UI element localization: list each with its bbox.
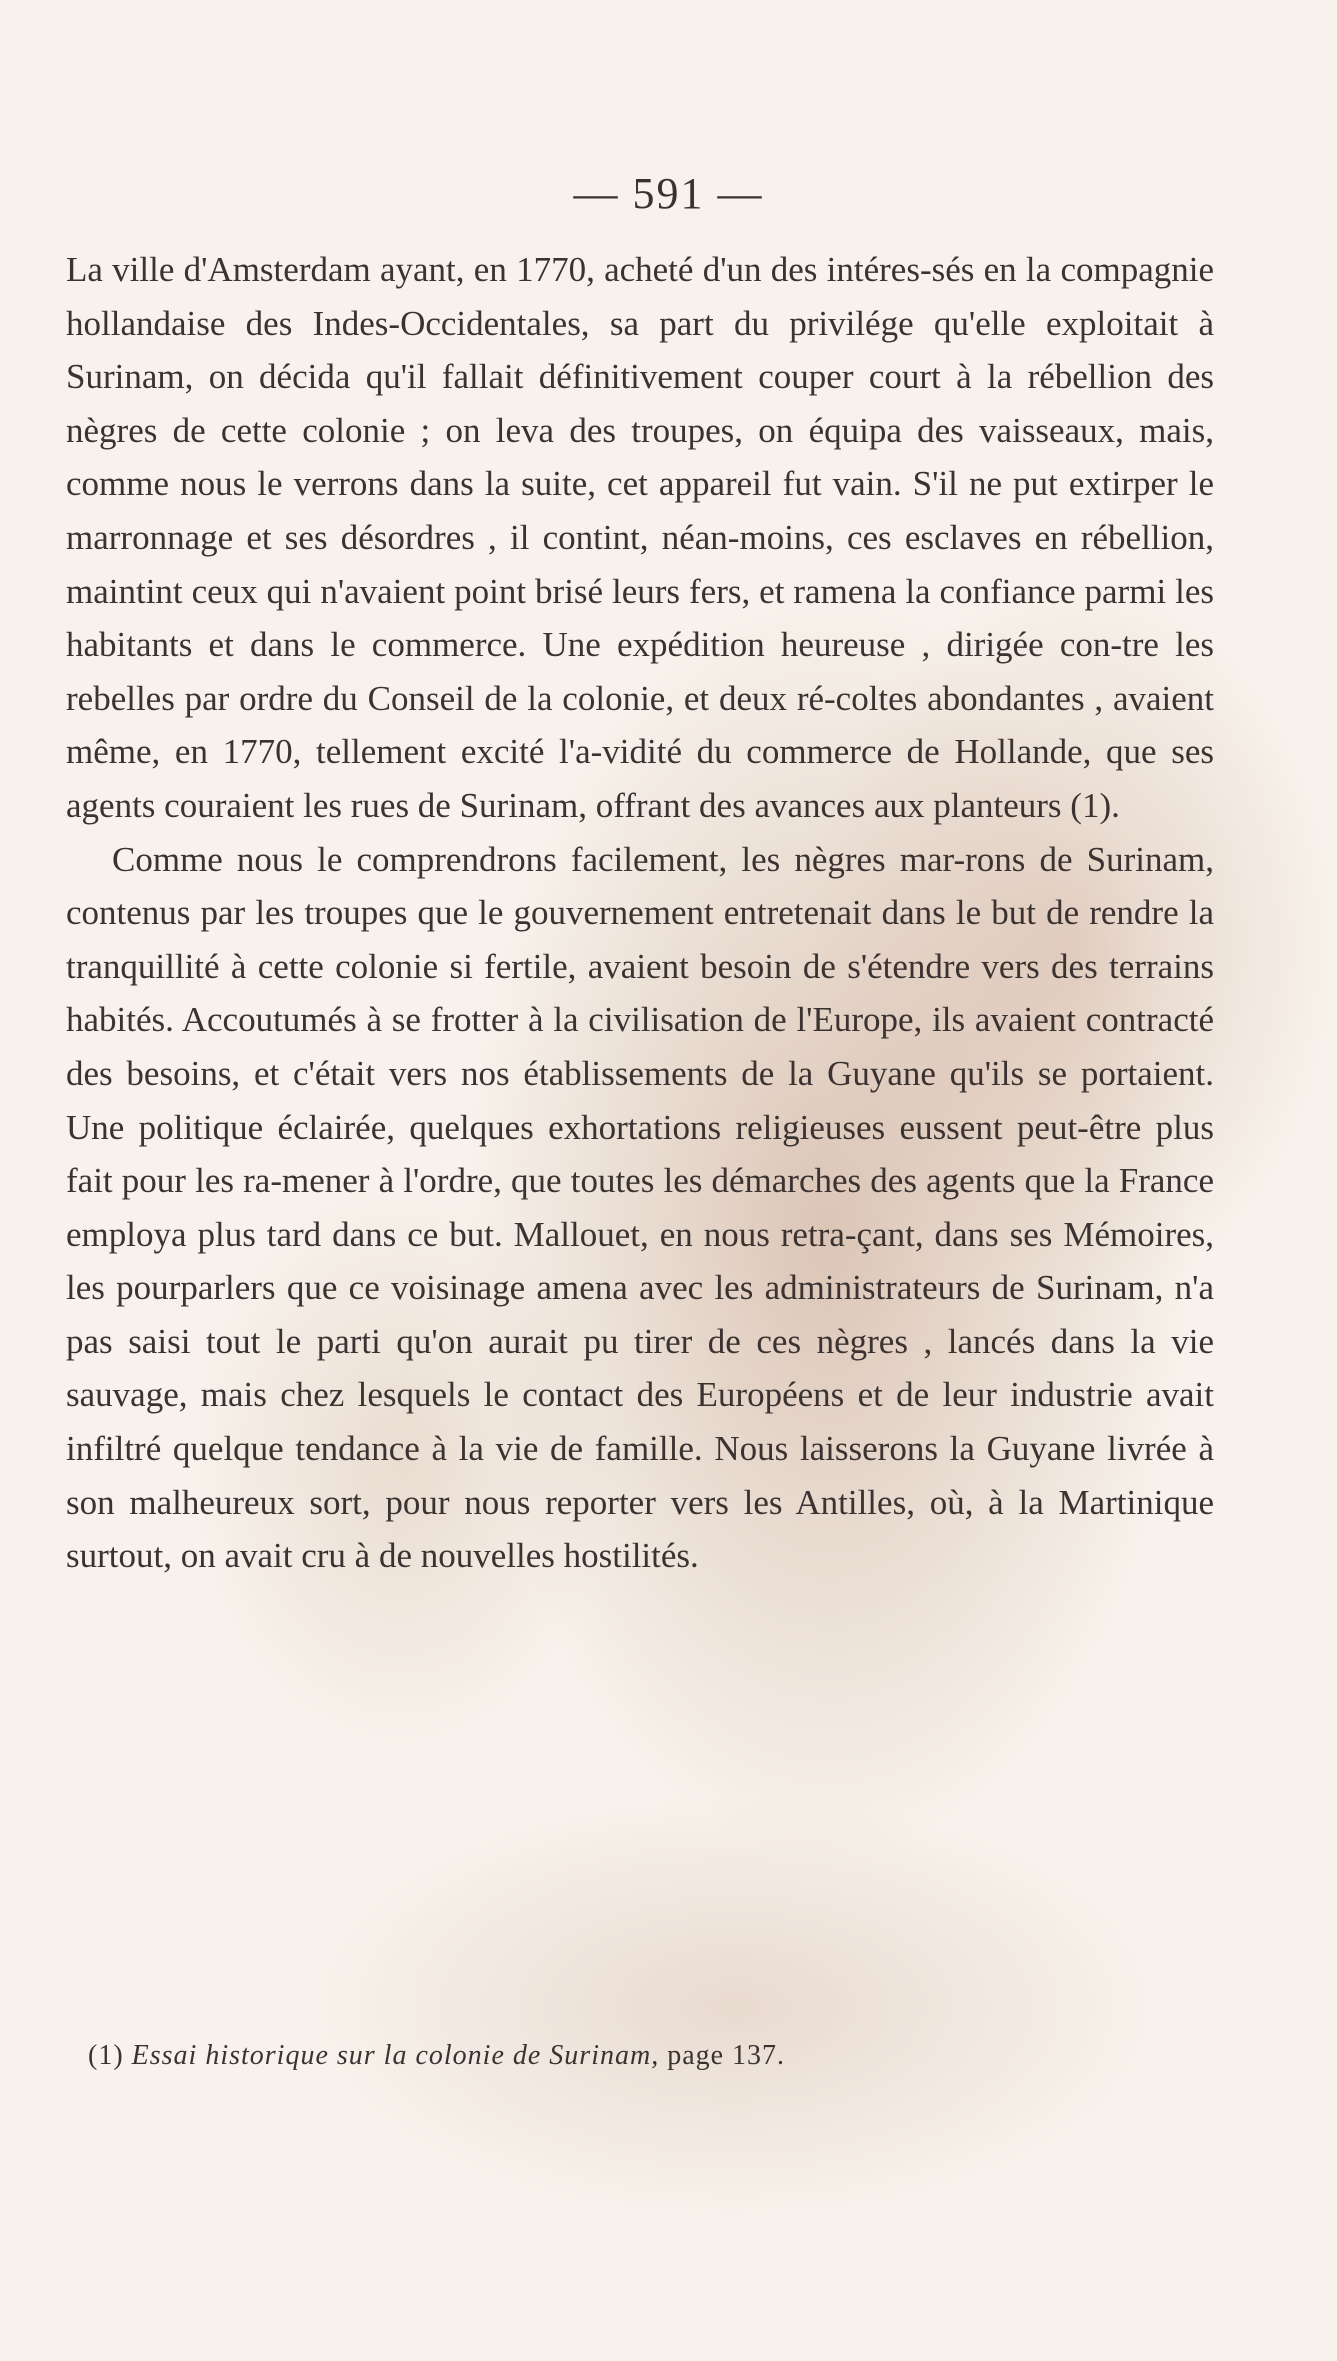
body-text bbox=[66, 243, 1214, 1583]
paragraph-1: La ville d'Amsterdam ayant, en 1770, acheté d'un des intéres-sés en la compagnie hollandaise des Indes-Occidentales, sa part du privilége qu'elle exploitait à Surinam, on décida qu'il fallait définitivement couper court à la rébellion des nègres de cette colonie ; on leva des troupes, on équipa des vaisseaux, mais, comme nous le verrons dans la suite, cet appareil fut vain. S'il ne put extirper le marronnage et ses désordres , il contint, néan-moins, ces esclaves en rébellion, maintint ceux qui n'avaient point brisé leurs fers, et ramena la confiance parmi les habitants et dans le commerce. Une expédition heureuse , dirigée con-tre les rebelles par ordre du Conseil de la colonie, et deux ré-coltes abondantes , avaient même, en 1770, tellement excité l'a-vidité du commerce de Hollande, que ses agents couraient les rues de Surinam, offrant des avances aux planteurs (1). bbox=[66, 250, 1214, 825]
paragraph-2: Comme nous le comprendrons facilement, les nègres mar-rons de Surinam, contenus par les troupes que le gouvernement entretenait dans le but de rendre la tranquillité à cette colonie si fertile, avaient besoin de s'étendre vers des terrains habités. Accoutumés à se frotter à la civilisation de l'Europe, ils avaient contracté des besoins, et c'était vers nos établissements de la Guyane qu'ils se portaient. Une politique éclairée, quelques exhortations religieuses eussent peut-être plus fait pour les ra-mener à l'ordre, que toutes les démarches des agents que la France employa plus tard dans ce but. Mallouet, en nous retra-çant, dans ses Mémoires, les pourparlers que ce voisinage amena avec les administrateurs de Surinam, n'a pas saisi tout le parti qu'on aurait pu tirer de ces nègres , lancés dans la vie sauvage, mais chez lesquels le contact des Européens et de leur industrie avait infiltré quelque tendance à la vie de famille. Nous laisserons la Guyane livrée à son malheureux sort, pour nous reporter vers les Antilles, où, à la Martinique surtout, on avait cru à de nouvelles hostilités. bbox=[66, 839, 1214, 1576]
footnote-page-ref: page 137. bbox=[667, 2040, 786, 2071]
footnote-marker: (1) bbox=[88, 2040, 124, 2071]
footnote bbox=[88, 2040, 1238, 2072]
footnote-title: Essai historique sur la colonie de Surinam, bbox=[131, 2040, 660, 2071]
page-number: — 591 — bbox=[573, 169, 764, 218]
